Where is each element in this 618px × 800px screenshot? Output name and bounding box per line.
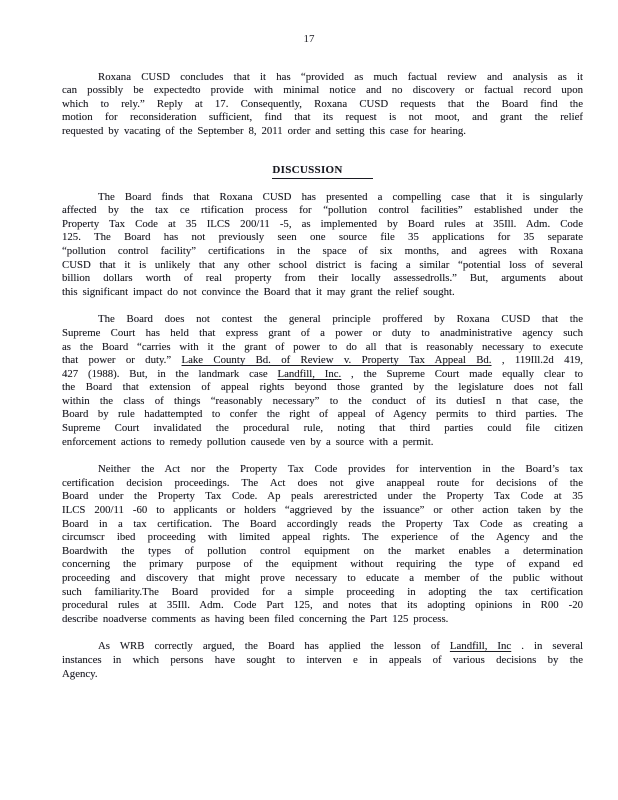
text-segment: such familiarity.The Board provided for a simple proceeding in adopting the tax certification: [62, 585, 583, 598]
text-segment: “pollution control facility” certifications in the space of six months, and agrees with Roxana: [62, 244, 583, 257]
text-line: [62, 572, 583, 586]
text-line: [62, 327, 583, 341]
text-segment: Agency.: [62, 667, 98, 680]
document-body: [62, 71, 583, 682]
text-line: [62, 111, 583, 125]
text-line: [62, 231, 583, 245]
text-segment: Boardwith the types of pollution control equipment on the market enables a determination: [62, 544, 583, 557]
text-segment: which to rely.” Reply at 17. Consequently, Roxana CUSD requests that the Board find the: [62, 97, 583, 110]
text-line: [62, 245, 583, 259]
text-line: [62, 354, 583, 368]
text-segment: circumscr ibed proceeding with limited appeal rights. The experience of the Agency and the: [62, 531, 583, 544]
text-segment: As WRB correctly argued, the Board has applied the lesson of: [98, 640, 450, 653]
text-line: [62, 463, 583, 477]
text-segment: , 119Ill.2d 419,: [491, 354, 583, 367]
text-segment: Board in a tax certification. The Board accordingly reads the Property Tax Code as creating a: [62, 517, 583, 530]
text-line: [62, 71, 583, 85]
text-line: [62, 368, 583, 382]
text-line: [62, 286, 583, 300]
text-line: [62, 98, 583, 112]
text-segment: affected by the tax ce rtification process for “pollution control facilities” established under the: [62, 204, 583, 217]
text-segment: enforcement actions to remedy pollution causede ven by a source with a permit.: [62, 435, 434, 448]
text-segment: procedural rules at 35Ill. Adm. Code Part 125, and notes that its adopting opinions in R00 -20: [62, 599, 583, 612]
text-line: [62, 218, 583, 232]
text-line: [62, 191, 583, 205]
text-line: [62, 436, 583, 450]
text-segment: proceeding and discovery that might prove necessary to educate a member of the public without: [62, 572, 583, 584]
text-line: [62, 545, 583, 559]
text-line: [62, 654, 583, 668]
text-line: [62, 586, 583, 600]
text-line: [62, 381, 583, 395]
text-line: [62, 272, 583, 286]
text-segment: Board by rule hadattempted to confer the right of appeal of Agency permits to third parties. The: [62, 408, 583, 421]
text-line: [62, 395, 583, 409]
text-segment: Supreme Court has held that express grant of a power or duty to anadministrative agency such: [62, 326, 583, 339]
paragraph-4: [62, 463, 583, 626]
text-segment: certification decision proceedings. The Act does not give anappeal route for decisions of the: [62, 476, 583, 489]
text-line: [62, 259, 583, 273]
text-segment: billion dollars worth of real property from their locally assessedrolls.” But, arguments about: [62, 272, 583, 285]
text-segment: ILCS 200/11 -60 to applicants or holders “aggrieved by the issuance” or other action taken by the: [62, 504, 583, 517]
text-line: [62, 477, 583, 491]
text-line: [62, 204, 583, 218]
text-line: [62, 504, 583, 518]
text-segment: 125. The Board has not previously seen one source file 35 applications for 35 separate: [62, 231, 583, 244]
text-segment: CUSD that it is unlikely that any other school district is facing a similar “potential loss of several: [62, 258, 583, 271]
text-segment: within the class of things “reasonably necessary” to the conduct of its dutiesI n that case, the: [62, 394, 583, 407]
text-line: [62, 84, 583, 98]
text-segment: concerning the primary purpose of the equipment without requiring the type of expand ed: [62, 558, 583, 571]
paragraph-3: [62, 313, 583, 449]
text-line: [62, 668, 583, 682]
case-citation-underlined: Landfill, Inc.: [277, 367, 342, 380]
text-line: [62, 613, 583, 627]
section-heading-text: DISCUSSION: [272, 163, 372, 179]
text-segment: The Board does not contest the general principle proffered by Roxana CUSD that the: [98, 313, 583, 326]
text-segment: can possibly be expectedto provide with minimal notice and no discovery or factual record upon: [62, 84, 583, 97]
case-citation-underlined: Lake County Bd. of Review v. Property Tax Appeal Bd.: [181, 354, 492, 367]
text-line: [62, 313, 583, 327]
text-segment: describe noadverse comments as having been filed concerning the Part 125 process.: [62, 612, 449, 625]
text-segment: instances in which persons have sought to interven e in appeals of various decisions by the: [62, 653, 583, 666]
text-line: [62, 599, 583, 613]
text-segment: Board under the Property Tax Code. Ap peals arerestricted under the Property Tax Code at 35: [62, 490, 583, 503]
text-segment: Supreme Court invalidated the procedural rule, noting that third parties could file citizen: [62, 422, 583, 435]
text-line: [62, 531, 583, 545]
paragraph-1: [62, 71, 583, 139]
text-line: [62, 125, 583, 139]
paragraph-5: [62, 640, 583, 681]
page-number: 17: [303, 33, 315, 45]
text-line: [62, 341, 583, 355]
text-segment: Neither the Act nor the Property Tax Code provides for intervention in the Board’s tax: [98, 463, 583, 476]
text-segment: Property Tax Code at 35 ILCS 200/11 -5, as implemented by Board rules at 35Ill. Adm. Code: [62, 217, 583, 230]
text-segment: as the Board “carries with it the grant of power to do all that is reasonably necessary to execute: [62, 340, 583, 353]
text-segment: this significant impact do not convince the Board that it may grant the relief sought.: [62, 285, 455, 298]
text-segment: motion for reconsideration sufficient, find that its request is not moot, and grant the relief: [62, 111, 583, 124]
text-line: [62, 422, 583, 436]
paragraph-2: [62, 191, 583, 300]
case-citation-underlined: Landfill, Inc: [449, 640, 512, 653]
text-segment: the Board that extension of appeal rights beyond those granted by the legislature does not fall: [62, 381, 583, 394]
section-heading-discussion: [62, 163, 583, 177]
text-segment: , the Supreme Court made equally clear to: [341, 367, 583, 380]
text-line: [62, 518, 583, 532]
text-line: [62, 640, 583, 654]
text-line: [62, 490, 583, 504]
text-segment: requested by vacating of the September 8, 2011 order and setting this case for hearing.: [62, 124, 466, 137]
text-segment: 427 (1988). But, in the landmark case: [62, 367, 278, 380]
text-segment: The Board finds that Roxana CUSD has presented a compelling case that it is singularly: [98, 190, 583, 203]
text-segment: that power or duty.”: [62, 354, 182, 367]
text-line: [62, 408, 583, 422]
text-segment: . in several: [511, 640, 583, 653]
text-line: [62, 558, 583, 572]
text-segment: Roxana CUSD concludes that it has “provided as much factual review and analysis as it: [98, 70, 583, 83]
